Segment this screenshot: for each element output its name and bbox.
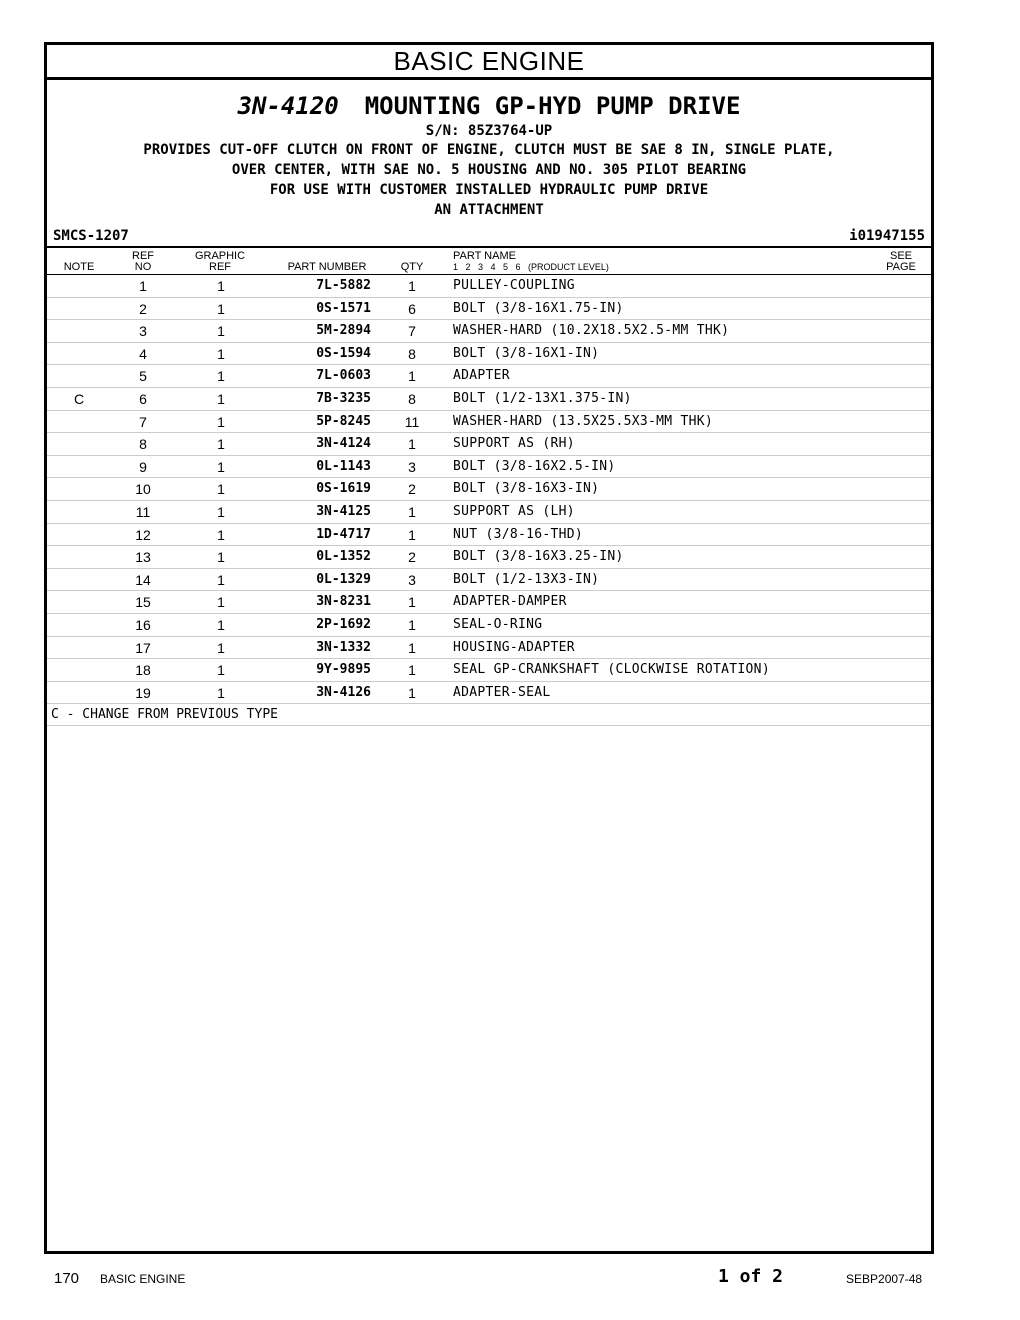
row-part-name: BOLT (1/2-13X1.375-IN) bbox=[453, 390, 632, 406]
row-graphic-ref: 1 bbox=[217, 549, 225, 566]
col-note: NOTE bbox=[63, 261, 95, 273]
footer-doc-id: SEBP2007-48 bbox=[846, 1272, 923, 1286]
row-qty: 1 bbox=[408, 639, 416, 656]
row-ref-no: 2 bbox=[139, 300, 147, 317]
row-part-name: PULLEY-COUPLING bbox=[453, 278, 575, 293]
row-part-number: 0S-1619 bbox=[316, 481, 371, 497]
row-part-number: 0S-1594 bbox=[316, 345, 371, 361]
row-part-name: BOLT (3/8-16X2.5-IN) bbox=[453, 458, 616, 474]
row-graphic-ref: 1 bbox=[217, 458, 225, 475]
row-ref-no: 7 bbox=[139, 413, 147, 430]
row-qty: 8 bbox=[408, 390, 416, 407]
row-graphic-ref: 1 bbox=[217, 300, 225, 317]
row-graphic-ref: 1 bbox=[217, 503, 225, 520]
smcs-code: SMCS-1207 bbox=[53, 228, 129, 244]
row-ref-no: 3 bbox=[139, 323, 147, 340]
row-ref-no: 9 bbox=[139, 458, 147, 475]
row-qty: 8 bbox=[408, 345, 416, 362]
row-ref-no: 5 bbox=[139, 368, 147, 385]
group-part-number: 3N-4120 bbox=[237, 92, 339, 120]
row-ref-no: 6 bbox=[139, 390, 147, 407]
row-part-name: SUPPORT AS (LH) bbox=[453, 503, 575, 519]
table-row bbox=[47, 388, 931, 411]
illustration-id: i01947155 bbox=[849, 228, 925, 244]
table-row bbox=[47, 501, 931, 524]
row-ref-no: 16 bbox=[135, 616, 151, 633]
row-part-name: ADAPTER-DAMPER bbox=[453, 594, 567, 610]
row-graphic-ref: 1 bbox=[217, 526, 225, 543]
row-part-number: 3N-1332 bbox=[316, 639, 371, 655]
row-graphic-ref: 1 bbox=[217, 413, 225, 430]
col-ref-top: REF bbox=[132, 250, 154, 262]
table-row bbox=[47, 659, 931, 682]
row-part-number: 7L-5882 bbox=[316, 278, 371, 293]
row-qty: 1 bbox=[408, 526, 416, 543]
row-qty: 1 bbox=[408, 436, 416, 453]
row-qty: 2 bbox=[408, 481, 416, 498]
col-graphic-top: GRAPHIC bbox=[194, 250, 246, 262]
row-part-name: BOLT (3/8-16X1.75-IN) bbox=[453, 300, 624, 316]
row-ref-no: 4 bbox=[139, 345, 147, 362]
row-part-name: BOLT (3/8-16X1-IN) bbox=[453, 345, 600, 361]
row-graphic-ref: 1 bbox=[217, 436, 225, 453]
row-graphic-ref: 1 bbox=[217, 368, 225, 385]
table-row bbox=[47, 546, 931, 569]
row-qty: 1 bbox=[408, 594, 416, 611]
group-header bbox=[47, 92, 931, 220]
row-part-name: SUPPORT AS (RH) bbox=[453, 436, 575, 452]
table-row bbox=[47, 343, 931, 366]
row-graphic-ref: 1 bbox=[217, 390, 225, 407]
row-part-number: 2P-1692 bbox=[316, 616, 371, 632]
row-qty: 3 bbox=[408, 458, 416, 475]
col-see-bottom: PAGE bbox=[886, 261, 916, 273]
row-qty: 3 bbox=[408, 571, 416, 588]
footer-page-number: 170 bbox=[54, 1270, 80, 1287]
table-row bbox=[47, 591, 931, 614]
row-graphic-ref: 1 bbox=[217, 639, 225, 656]
row-graphic-ref: 1 bbox=[217, 662, 225, 679]
row-part-number: 7B-3235 bbox=[316, 390, 371, 406]
row-qty: 1 bbox=[408, 616, 416, 633]
row-graphic-ref: 1 bbox=[217, 323, 225, 340]
row-part-name: BOLT (3/8-16X3-IN) bbox=[453, 481, 600, 497]
row-ref-no: 14 bbox=[135, 571, 151, 588]
table-row bbox=[47, 320, 931, 343]
description-line: OVER CENTER, WITH SAE NO. 5 HOUSING AND NO. 305 PILOT BEARING bbox=[231, 162, 747, 178]
column-header bbox=[47, 248, 931, 275]
footer-section: BASIC ENGINE bbox=[100, 1272, 186, 1286]
table-row bbox=[47, 614, 931, 637]
row-ref-no: 8 bbox=[139, 436, 147, 453]
table-row bbox=[47, 478, 931, 501]
row-part-name: BOLT (1/2-13X3-IN) bbox=[453, 571, 600, 587]
row-ref-no: 18 bbox=[135, 662, 151, 679]
smcs-row bbox=[47, 224, 931, 248]
row-ref-no: 10 bbox=[135, 481, 151, 498]
row-ref-no: 17 bbox=[135, 639, 151, 656]
row-ref-no: 15 bbox=[135, 594, 151, 611]
row-graphic-ref: 1 bbox=[217, 345, 225, 362]
col-part-name: PART NAME bbox=[453, 250, 516, 262]
row-part-number: 5M-2894 bbox=[316, 323, 371, 339]
row-part-number: 3N-4125 bbox=[316, 503, 371, 519]
row-qty: 1 bbox=[408, 278, 416, 294]
description-line: PROVIDES CUT-OFF CLUTCH ON FRONT OF ENGINE, CLUTCH MUST BE SAE 8 IN, SINGLE PLATE, bbox=[143, 142, 835, 158]
table-row bbox=[47, 433, 931, 456]
row-qty: 2 bbox=[408, 549, 416, 566]
footer-page-of: 1 of 2 bbox=[718, 1266, 784, 1287]
col-graphic-bottom: REF bbox=[209, 261, 231, 273]
description-line: FOR USE WITH CUSTOMER INSTALLED HYDRAULIC PUMP DRIVE bbox=[269, 182, 709, 198]
row-qty: 6 bbox=[408, 300, 416, 317]
row-part-name: BOLT (3/8-16X3.25-IN) bbox=[453, 549, 624, 565]
col-ref-bottom: NO bbox=[134, 261, 152, 273]
row-graphic-ref: 1 bbox=[217, 594, 225, 611]
description-line: AN ATTACHMENT bbox=[434, 202, 544, 218]
row-graphic-ref: 1 bbox=[217, 481, 225, 498]
col-part-number: PART NUMBER bbox=[287, 261, 367, 273]
row-ref-no: 13 bbox=[135, 549, 151, 566]
row-note: C bbox=[73, 390, 85, 407]
table-row bbox=[47, 569, 931, 592]
row-part-name: WASHER-HARD (10.2X18.5X2.5-MM THK) bbox=[453, 323, 730, 339]
row-ref-no: 1 bbox=[139, 278, 147, 294]
row-ref-no: 19 bbox=[135, 684, 151, 701]
row-qty: 1 bbox=[408, 503, 416, 520]
row-part-number: 0S-1571 bbox=[316, 300, 371, 316]
row-qty: 7 bbox=[408, 323, 416, 340]
table-row bbox=[47, 456, 931, 479]
row-graphic-ref: 1 bbox=[217, 571, 225, 588]
page-frame bbox=[44, 42, 934, 1254]
row-qty: 1 bbox=[408, 662, 416, 679]
row-part-number: 3N-4126 bbox=[316, 684, 371, 700]
col-qty: QTY bbox=[400, 261, 424, 273]
group-name: MOUNTING GP-HYD PUMP DRIVE bbox=[364, 92, 741, 120]
row-part-number: 0L-1329 bbox=[316, 571, 371, 587]
table-row bbox=[47, 365, 931, 388]
row-part-number: 7L-0603 bbox=[316, 368, 371, 384]
note-legend bbox=[47, 704, 931, 726]
parts-list bbox=[47, 275, 931, 704]
row-part-name: SEAL GP-CRANKSHAFT (CLOCKWISE ROTATION) bbox=[453, 662, 770, 678]
group-title bbox=[47, 92, 931, 120]
row-graphic-ref: 1 bbox=[217, 616, 225, 633]
row-part-number: 9Y-9895 bbox=[316, 662, 371, 678]
table-row bbox=[47, 411, 931, 434]
row-part-number: 0L-1352 bbox=[316, 549, 371, 565]
row-part-name: WASHER-HARD (13.5X25.5X3-MM THK) bbox=[453, 413, 714, 429]
row-graphic-ref: 1 bbox=[217, 278, 225, 294]
page-footer bbox=[0, 1266, 1020, 1290]
row-part-name: NUT (3/8-16-THD) bbox=[453, 526, 584, 542]
row-part-name: ADAPTER-SEAL bbox=[453, 684, 551, 700]
table-row bbox=[47, 524, 931, 547]
row-part-number: 5P-8245 bbox=[316, 413, 371, 429]
row-qty: 1 bbox=[408, 368, 416, 385]
serial-number: S/N: 85Z3764-UP bbox=[425, 123, 553, 139]
table-row bbox=[47, 275, 931, 298]
row-qty: 11 bbox=[404, 413, 420, 430]
row-part-name: ADAPTER bbox=[453, 368, 510, 384]
row-ref-no: 12 bbox=[135, 526, 151, 543]
row-part-number: 0L-1143 bbox=[316, 458, 371, 474]
section-title: BASIC ENGINE bbox=[47, 45, 931, 80]
col-see-top: SEE bbox=[889, 250, 912, 262]
table-row bbox=[47, 298, 931, 321]
note-legend-text: C - CHANGE FROM PREVIOUS TYPE bbox=[51, 707, 278, 723]
table-row bbox=[47, 637, 931, 660]
row-ref-no: 11 bbox=[135, 503, 151, 520]
table-row bbox=[47, 682, 931, 705]
row-graphic-ref: 1 bbox=[217, 684, 225, 701]
row-part-name: HOUSING-ADAPTER bbox=[453, 639, 575, 655]
row-part-number: 1D-4717 bbox=[316, 526, 371, 542]
col-product-level: 1 2 3 4 5 6 (PRODUCT LEVEL) bbox=[453, 262, 609, 272]
row-qty: 1 bbox=[408, 684, 416, 701]
row-part-number: 3N-8231 bbox=[316, 594, 371, 610]
row-part-number: 3N-4124 bbox=[316, 436, 371, 452]
row-part-name: SEAL-O-RING bbox=[453, 616, 543, 632]
